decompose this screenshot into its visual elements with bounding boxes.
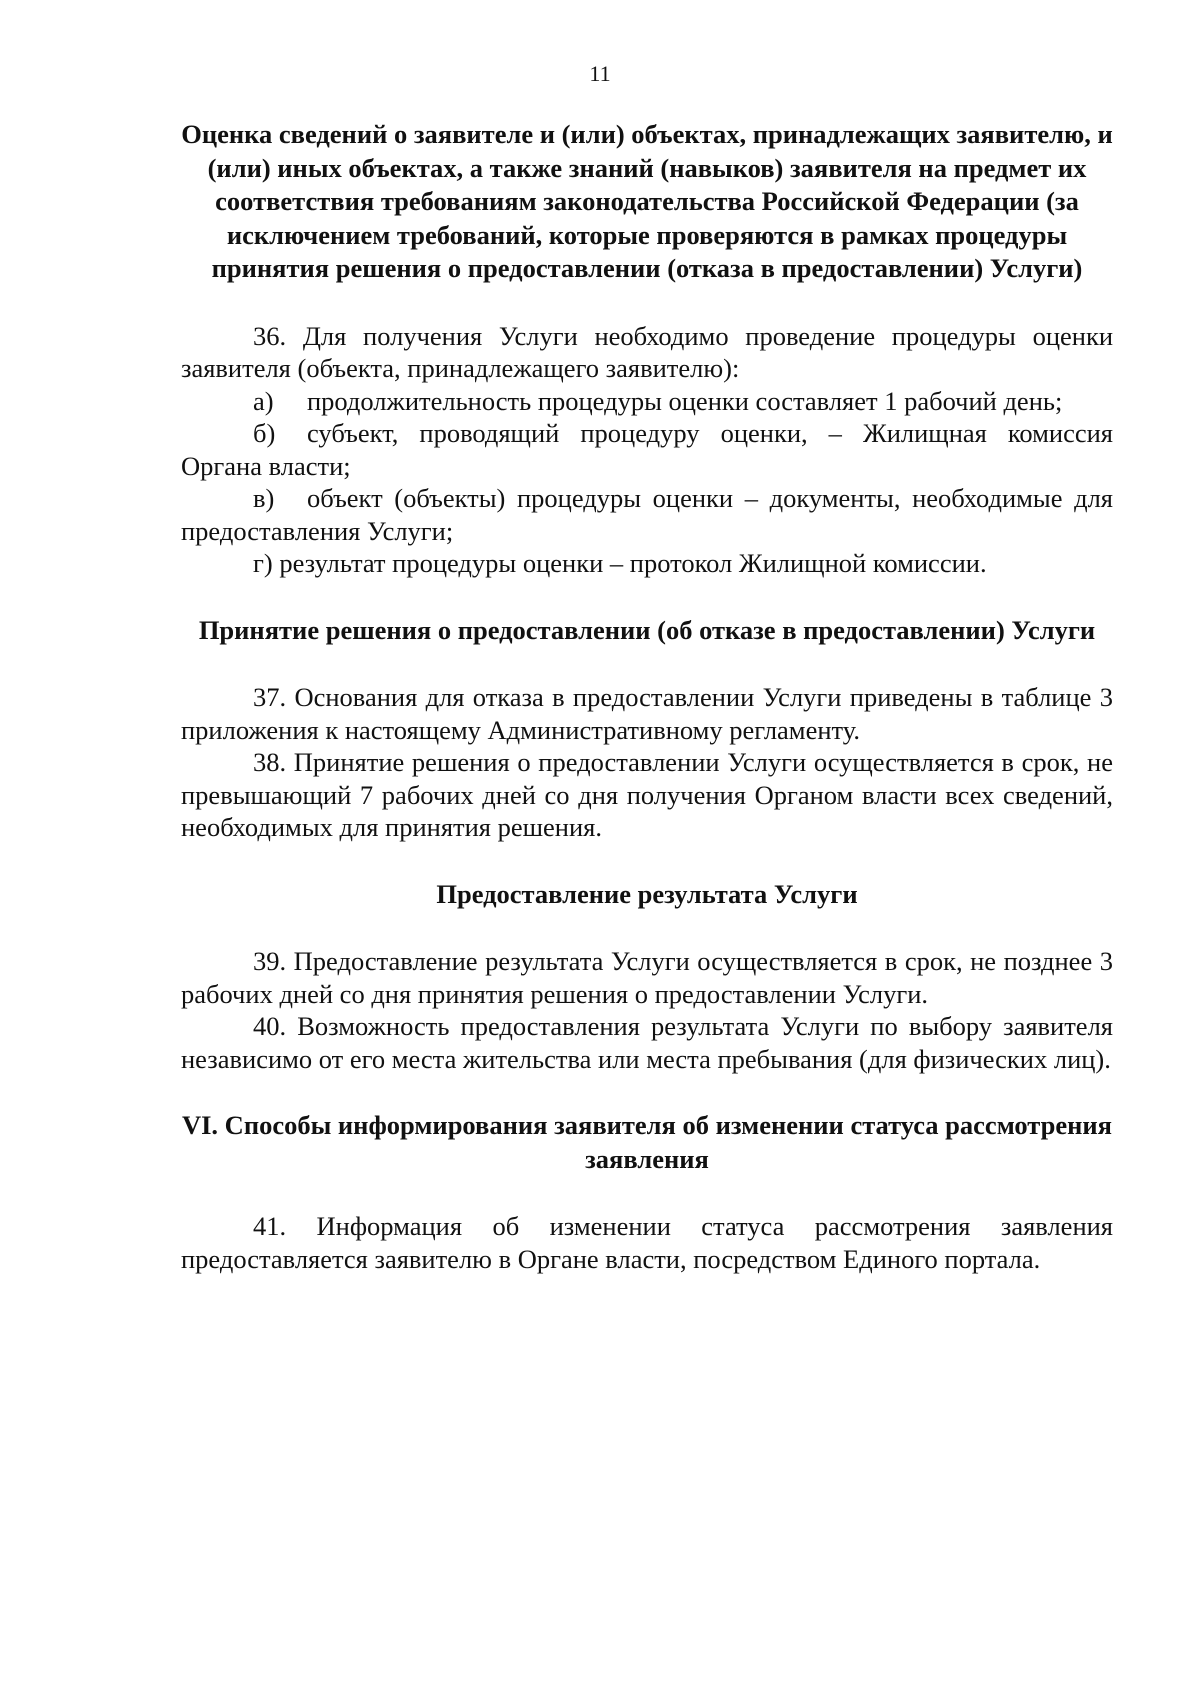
assessment-heading: Оценка сведений о заявителе и (или) объектах, принадлежащих заявителю, и (или) иных объектах, а также знаний (навыков) заявителя на предмет их соответствия требованиям законодательства Российской Федерации (за исключением требований, которые проверяются в рамках процедуры принятия решения о предоставлении (отказа в предоставлении) Услуги) (181, 119, 1113, 283)
list-marker-v: в) (253, 483, 275, 513)
paragraph-39: 39. Предоставление результата Услуги осуществляется в срок, не позднее 3 рабочих дней со дня принятия решения о предоставлении Услуги. (181, 946, 1113, 1009)
result-heading: Предоставление результата Услуги (436, 878, 858, 909)
spacer (181, 1075, 1113, 1109)
page-number: 11 (589, 61, 611, 86)
list-text-v: объект (объекты) процедуры оценки – документы, необходимые для предоставления Услуги; (181, 483, 1113, 546)
list-text-b: субъект, проводящий процедуру оценки, – Жилищная комиссия Органа власти; (181, 418, 1113, 481)
spacer (181, 1176, 1113, 1210)
section-6-heading: VI. Способы информирования заявителя об изменении статуса рассмотрения заявления (181, 1110, 1113, 1174)
page-content (181, 118, 1113, 1275)
list-marker-a: а) (253, 385, 274, 416)
list-marker-b: б) (253, 418, 276, 448)
spacer (181, 580, 1113, 614)
decision-heading: Принятие решения о предоставлении (об отказе в предоставлении) Услуги (198, 614, 1096, 645)
spacer (181, 647, 1113, 681)
paragraph-41: 41. Информация об изменении статуса рассмотрения заявления предоставляется заявителю в Органе власти, посредством Единого портала. (181, 1211, 1113, 1274)
paragraph-38: 38. Принятие решения о предоставлении Услуги осуществляется в срок, не превышающий 7 рабочих дней со дня получения Органом власти всех сведений, необходимых для принятия решения. (181, 747, 1113, 842)
spacer (181, 286, 1113, 320)
paragraph-36-b (181, 417, 1113, 482)
paragraph-36-g: г) результат процедуры оценки – протокол Жилищной комиссии. (253, 548, 987, 578)
paragraph-40: 40. Возможность предоставления результата Услуги по выбору заявителя независимо от его места жительства или места пребывания (для физических лиц). (181, 1011, 1113, 1074)
paragraph-36-v (181, 482, 1113, 547)
spacer (181, 844, 1113, 878)
list-text-a: продолжительность процедуры оценки составляет 1 рабочий день; (307, 385, 1063, 416)
paragraph-36: 36. Для получения Услуги необходимо проведение процедуры оценки заявителя (объекта, принадлежащего заявителю): (181, 320, 1113, 383)
paragraph-36-a (181, 385, 1113, 418)
spacer (181, 911, 1113, 945)
paragraph-37: 37. Основания для отказа в предоставлении Услуги приведены в таблице 3 приложения к настоящему Административному регламенту. (181, 682, 1113, 745)
